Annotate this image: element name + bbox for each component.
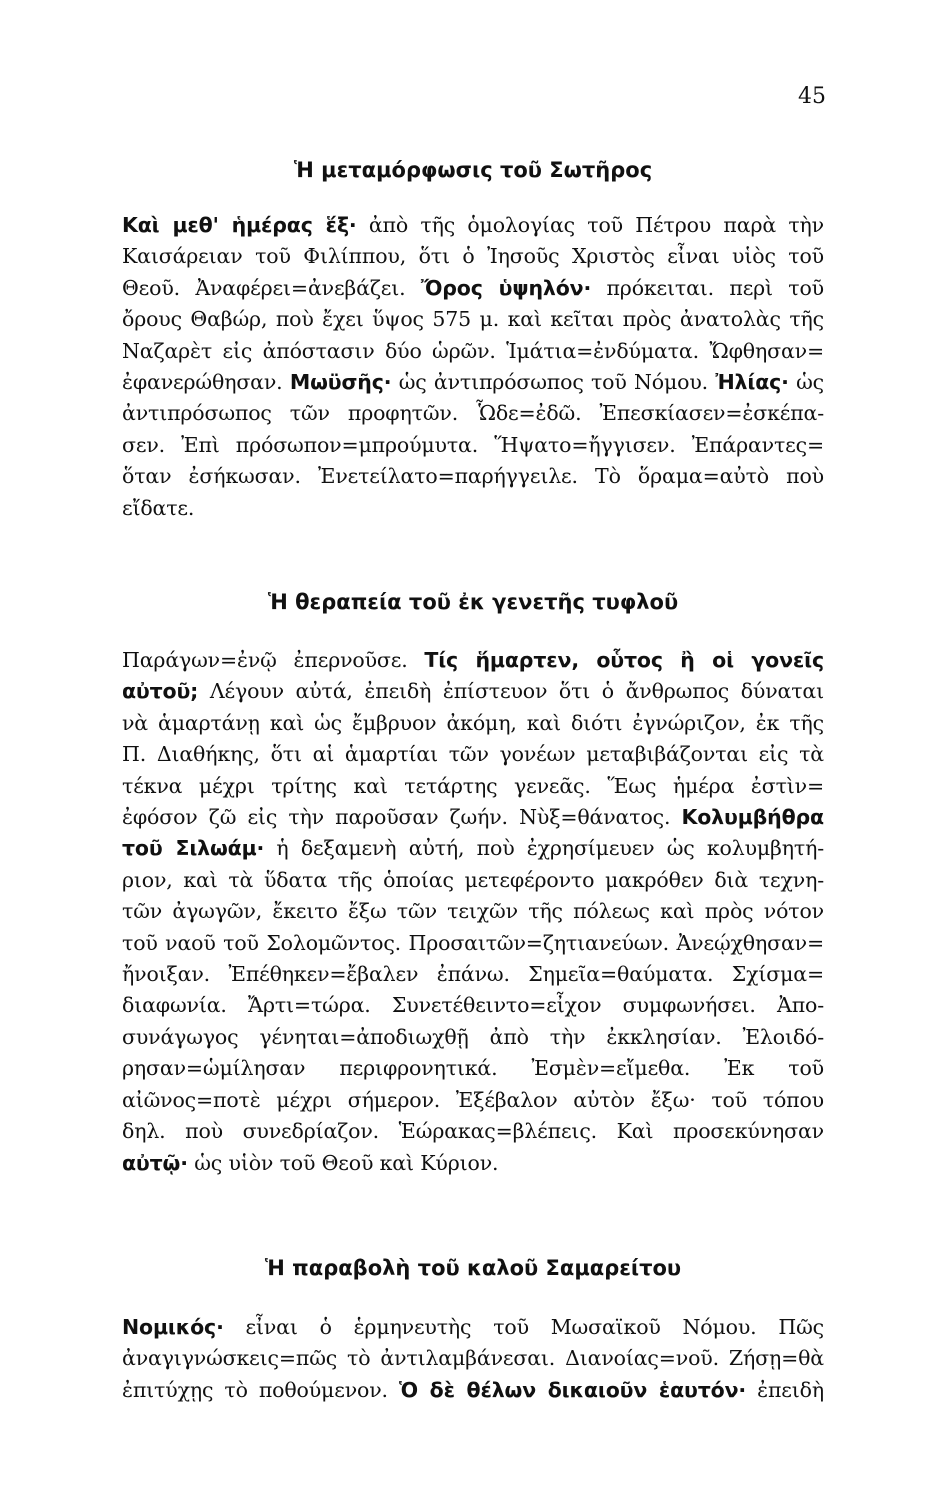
text-line: ρησαν=ὡμίλησαν περιφρονητικά. Ἐσμὲν=εἴμεθα. Ἐκ τοῦ: [122, 1056, 824, 1081]
text-line: δηλ. ποὺ συνεδρίαζον. Ἑώρακας=βλέπεις. Καὶ προσεκύνησαν: [122, 1119, 824, 1144]
text-line: τοῦ ναοῦ τοῦ Σολομῶντος. Προσαιτῶν=ζητιανεύων. Ἀνεῴχθησαν=: [122, 930, 824, 955]
text-line: σεν. Ἐπὶ πρόσωπον=μπρούμυτα. Ἥψατο=ἤγγισεν. Ἐπάραντες=: [122, 432, 824, 457]
text-line: αὐτῷ· ὡς υἱὸν τοῦ Θεοῦ καὶ Κύριον.: [122, 1150, 499, 1175]
section-heading: Ἡ παραβολὴ τοῦ καλοῦ Σαμαρείτου: [264, 1256, 682, 1280]
text-line: ἀντιπρόσωπος τῶν προφητῶν. Ὧδε=ἐδῶ. Ἐπεσκίασεν=ἐσκέπα-: [122, 401, 824, 426]
text-line: Παράγων=ἐνῷ ἐπερνοῦσε. Τίς ἥμαρτεν, οὗτος ἢ οἱ γονεῖς: [122, 648, 824, 672]
section-heading: Ἡ μεταμόρφωσις τοῦ Σωτῆρος: [293, 158, 653, 182]
text-line: ἐπιτύχῃς τὸ ποθούμενον. Ὁ δὲ θέλων δικαιοῦν ἑαυτόν· ἐπειδὴ: [122, 1377, 824, 1402]
text-line: Καὶ μεθ' ἡμέρας ἕξ· ἀπὸ τῆς ὁμολογίας τοῦ Πέτρου παρὰ τὴν: [122, 213, 824, 237]
text-line: τῶν ἀγωγῶν, ἔκειτο ἔξω τῶν τειχῶν τῆς πόλεως καὶ πρὸς νότον: [122, 899, 824, 924]
text-line: Θεοῦ. Ἀναφέρει=ἀνεβάζει. Ὄρος ὑψηλόν· πρόκειται. περὶ τοῦ: [122, 275, 824, 300]
text-line: τοῦ Σιλωάμ· ἡ δεξαμενὴ αὐτή, ποὺ ἐχρησίμευεν ὡς κολυμβητή-: [122, 836, 824, 861]
text-line: ἤνοιξαν. Ἐπέθηκεν=ἔβαλεν ἐπάνω. Σημεῖα=θαύματα. Σχίσμα=: [122, 962, 824, 987]
text-line: ὄρους Θαβώρ, ποὺ ἔχει ὕψος 575 μ. καὶ κεῖται πρὸς ἀνατολὰς τῆς: [122, 307, 824, 332]
text-line: αἰῶνος=ποτὲ μέχρι σήμερον. Ἐξέβαλον αὐτὸν ἔξω· τοῦ τόπου: [122, 1087, 824, 1112]
paragraph: [122, 645, 824, 1179]
text-line: Νομικός· εἶναι ὁ ἑρμηνευτὴς τοῦ Μωσαϊκοῦ Νόμου. Πῶς: [122, 1315, 824, 1339]
text-line: ἀναγιγνώσκεις=πῶς τὸ ἀντιλαμβάνεσαι. Διανοίας=νοῦ. Ζήσῃ=θὰ: [122, 1346, 824, 1371]
text-line: ἐφόσον ζῶ εἰς τὴν παροῦσαν ζωήν. Νὺξ=θάνατος. Κολυμβήθρα: [122, 805, 824, 830]
text-line: ἐφανερώθησαν. Μωϋσῆς· ὡς ἀντιπρόσωπος τοῦ Νόμου. Ἠλίας· ὡς: [122, 370, 825, 395]
text-line: νὰ ἁμαρτάνῃ καὶ ὡς ἔμβρυον ἀκόμη, καὶ διότι ἐγνώριζον, ἐκ τῆς: [122, 710, 824, 735]
paragraph: [122, 210, 824, 524]
text-line: διαφωνία. Ἄρτι=τώρα. Συνετέθειντο=εἶχον συμφωνήσει. Ἀπο-: [122, 993, 824, 1018]
text-line: τέκνα μέχρι τρίτης καὶ τετάρτης γενεᾶς. Ἕως ἡμέρα ἐστὶν=: [122, 773, 824, 798]
text-line: ὅταν ἐσήκωσαν. Ἐνετείλατο=παρήγγειλε. Τὸ ὅραμα=αὐτὸ ποὺ: [122, 464, 824, 489]
text-line: συνάγωγος γένηται=ἀποδιωχθῇ ἀπὸ τὴν ἐκκλησίαν. Ἐλοιδό-: [122, 1024, 824, 1049]
text-line: Π. Διαθήκης, ὅτι αἱ ἁμαρτίαι τῶν γονέων μεταβιβάζονται εἰς τὰ: [122, 742, 824, 767]
page-number: 45: [798, 84, 826, 109]
text-line: αὐτοῦ; Λέγουν αὐτά, ἐπειδὴ ἐπίστευον ὅτι ὁ ἄνθρωπος δύναται: [122, 679, 824, 704]
text-line: Ναζαρὲτ εἰς ἀπόστασιν δύο ὡρῶν. Ἱμάτια=ἐνδύματα. Ὤφθησαν=: [122, 338, 824, 363]
text-line: Καισάρειαν τοῦ Φιλίππου, ὅτι ὁ Ἰησοῦς Χριστὸς εἶναι υἱὸς τοῦ: [122, 244, 824, 269]
text-line: εἴδατε.: [122, 495, 195, 520]
text-line: ριον, καὶ τὰ ὕδατα τῆς ὁποίας μετεφέροντο μακρόθεν διὰ τεχνη-: [122, 867, 824, 892]
section-heading: Ἡ θεραπεία τοῦ ἐκ γενετῆς τυφλοῦ: [267, 590, 679, 614]
paragraph: [122, 1312, 824, 1406]
